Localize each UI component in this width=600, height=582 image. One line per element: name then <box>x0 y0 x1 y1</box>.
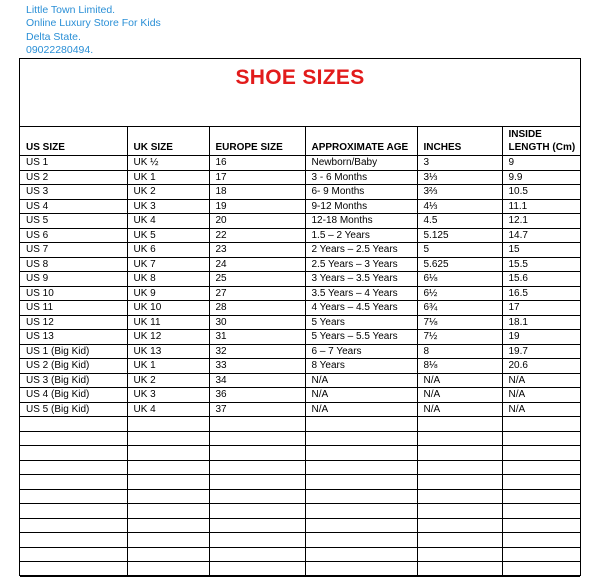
europe-size-cell: 34 <box>209 373 305 388</box>
empty-cell <box>209 504 305 519</box>
empty-cell <box>305 547 417 562</box>
empty-cell <box>417 562 502 577</box>
europe-size-cell: 18 <box>209 185 305 200</box>
inches-cell: 8 <box>417 344 502 359</box>
length-cell: N/A <box>502 373 580 388</box>
empty-cell <box>127 460 209 475</box>
page-title: SHOE SIZES <box>235 66 365 89</box>
inches-cell: 6½ <box>417 286 502 301</box>
empty-cell <box>417 489 502 504</box>
age-cell: 2.5 Years – 3 Years <box>305 257 417 272</box>
table-body <box>20 156 580 577</box>
uk-size-cell: UK 1 <box>127 359 209 374</box>
uk-size-cell: UK 3 <box>127 199 209 214</box>
europe-size-cell: 27 <box>209 286 305 301</box>
inches-cell: N/A <box>417 373 502 388</box>
uk-size-cell: UK 2 <box>127 373 209 388</box>
age-cell: 8 Years <box>305 359 417 374</box>
us-size-cell: US 9 <box>20 272 127 287</box>
empty-cell <box>209 417 305 432</box>
empty-cell <box>502 547 580 562</box>
table-row <box>20 402 580 417</box>
length-cell: 16.5 <box>502 286 580 301</box>
empty-cell <box>209 547 305 562</box>
empty-cell <box>305 518 417 533</box>
us-size-cell: US 4 (Big Kid) <box>20 388 127 403</box>
empty-cell <box>417 431 502 446</box>
empty-row <box>20 460 580 475</box>
empty-cell <box>502 518 580 533</box>
uk-size-cell: UK 9 <box>127 286 209 301</box>
empty-cell <box>417 533 502 548</box>
empty-cell <box>417 446 502 461</box>
length-cell: 15 <box>502 243 580 258</box>
empty-cell <box>417 460 502 475</box>
length-cell: 19 <box>502 330 580 345</box>
us-size-cell: US 12 <box>20 315 127 330</box>
empty-cell <box>502 475 580 490</box>
length-cell: 19.7 <box>502 344 580 359</box>
empty-cell <box>305 460 417 475</box>
table-row <box>20 344 580 359</box>
uk-size-cell: UK 12 <box>127 330 209 345</box>
empty-cell <box>209 533 305 548</box>
inches-cell: N/A <box>417 388 502 403</box>
age-cell: 3 Years – 3.5 Years <box>305 272 417 287</box>
europe-size-cell: 16 <box>209 156 305 171</box>
empty-cell <box>20 518 127 533</box>
table-row <box>20 286 580 301</box>
empty-cell <box>417 547 502 562</box>
length-cell: N/A <box>502 402 580 417</box>
empty-cell <box>502 431 580 446</box>
europe-size-cell: 17 <box>209 170 305 185</box>
length-cell: 14.7 <box>502 228 580 243</box>
age-cell: 9-12 Months <box>305 199 417 214</box>
empty-cell <box>127 504 209 519</box>
uk-size-cell: UK 7 <box>127 257 209 272</box>
us-size-cell: US 6 <box>20 228 127 243</box>
empty-cell <box>209 431 305 446</box>
age-cell: 1.5 – 2 Years <box>305 228 417 243</box>
col-length-header: INSIDE LENGTH (Cm) <box>502 127 580 156</box>
us-size-cell: US 5 (Big Kid) <box>20 402 127 417</box>
europe-size-cell: 23 <box>209 243 305 258</box>
table-row <box>20 301 580 316</box>
empty-cell <box>127 547 209 562</box>
us-size-cell: US 7 <box>20 243 127 258</box>
title-box <box>20 59 580 127</box>
length-cell: 15.6 <box>502 272 580 287</box>
empty-cell <box>502 460 580 475</box>
empty-row <box>20 533 580 548</box>
table-row <box>20 156 580 171</box>
europe-size-cell: 22 <box>209 228 305 243</box>
inches-cell: 3 <box>417 156 502 171</box>
empty-cell <box>20 533 127 548</box>
length-cell: 18.1 <box>502 315 580 330</box>
us-size-cell: US 1 (Big Kid) <box>20 344 127 359</box>
empty-cell <box>502 446 580 461</box>
table-row <box>20 359 580 374</box>
inches-cell: 3⅓ <box>417 170 502 185</box>
inches-cell: 8⅛ <box>417 359 502 374</box>
europe-size-cell: 25 <box>209 272 305 287</box>
company-tagline: Online Luxury Store For Kids <box>26 17 161 30</box>
length-cell: 17 <box>502 301 580 316</box>
col-europe-size-header: EUROPE SIZE <box>209 127 305 156</box>
us-size-cell: US 4 <box>20 199 127 214</box>
age-cell: N/A <box>305 388 417 403</box>
length-cell: 12.1 <box>502 214 580 229</box>
empty-cell <box>209 446 305 461</box>
empty-cell <box>502 533 580 548</box>
inches-cell: 7½ <box>417 330 502 345</box>
uk-size-cell: UK 1 <box>127 170 209 185</box>
us-size-cell: US 5 <box>20 214 127 229</box>
age-cell: 2 Years – 2.5 Years <box>305 243 417 258</box>
company-phone: 09022280494. <box>26 44 94 57</box>
age-cell: 6 – 7 Years <box>305 344 417 359</box>
header-row <box>20 127 580 156</box>
empty-row <box>20 547 580 562</box>
table-row <box>20 185 580 200</box>
us-size-cell: US 13 <box>20 330 127 345</box>
table-row <box>20 272 580 287</box>
empty-cell <box>127 489 209 504</box>
empty-row <box>20 431 580 446</box>
uk-size-cell: UK 4 <box>127 402 209 417</box>
uk-size-cell: UK 10 <box>127 301 209 316</box>
us-size-cell: US 11 <box>20 301 127 316</box>
company-name: Little Town Limited. <box>26 4 116 16</box>
uk-size-cell: UK 11 <box>127 315 209 330</box>
length-cell: 10.5 <box>502 185 580 200</box>
inches-cell: 6⅛ <box>417 272 502 287</box>
age-cell: 4 Years – 4.5 Years <box>305 301 417 316</box>
uk-size-cell: UK 6 <box>127 243 209 258</box>
europe-size-cell: 19 <box>209 199 305 214</box>
length-cell: 9.9 <box>502 170 580 185</box>
empty-cell <box>20 460 127 475</box>
us-size-cell: US 3 (Big Kid) <box>20 373 127 388</box>
inches-cell: 6¾ <box>417 301 502 316</box>
empty-cell <box>305 431 417 446</box>
empty-cell <box>502 504 580 519</box>
empty-cell <box>209 460 305 475</box>
empty-cell <box>20 547 127 562</box>
age-cell: 5 Years <box>305 315 417 330</box>
us-size-cell: US 8 <box>20 257 127 272</box>
empty-cell <box>417 518 502 533</box>
empty-cell <box>20 475 127 490</box>
age-cell: 3 - 6 Months <box>305 170 417 185</box>
empty-cell <box>209 518 305 533</box>
uk-size-cell: UK 5 <box>127 228 209 243</box>
age-cell: 6- 9 Months <box>305 185 417 200</box>
table-row <box>20 199 580 214</box>
empty-cell <box>20 562 127 577</box>
length-cell: N/A <box>502 388 580 403</box>
empty-cell <box>20 504 127 519</box>
col-us-size-header: US SIZE <box>20 127 127 156</box>
uk-size-cell: UK 2 <box>127 185 209 200</box>
us-size-cell: US 1 <box>20 156 127 171</box>
table-row <box>20 373 580 388</box>
inches-cell: 3⅔ <box>417 185 502 200</box>
age-cell: N/A <box>305 373 417 388</box>
uk-size-cell: UK 3 <box>127 388 209 403</box>
empty-cell <box>305 562 417 577</box>
age-cell: N/A <box>305 402 417 417</box>
empty-cell <box>417 417 502 432</box>
length-cell: 20.6 <box>502 359 580 374</box>
us-size-cell: US 2 <box>20 170 127 185</box>
us-size-cell: US 10 <box>20 286 127 301</box>
empty-cell <box>20 489 127 504</box>
empty-cell <box>127 431 209 446</box>
col-inches-header: INCHES <box>417 127 502 156</box>
inches-cell: 7⅛ <box>417 315 502 330</box>
europe-size-cell: 28 <box>209 301 305 316</box>
table-row <box>20 228 580 243</box>
europe-size-cell: 36 <box>209 388 305 403</box>
table-row <box>20 330 580 345</box>
length-cell: 11.1 <box>502 199 580 214</box>
empty-row <box>20 417 580 432</box>
age-cell: 12-18 Months <box>305 214 417 229</box>
age-cell: Newborn/Baby <box>305 156 417 171</box>
inches-cell: 4⅓ <box>417 199 502 214</box>
empty-cell <box>305 533 417 548</box>
size-table <box>20 127 580 577</box>
europe-size-cell: 24 <box>209 257 305 272</box>
table-row <box>20 214 580 229</box>
empty-cell <box>502 562 580 577</box>
empty-cell <box>305 489 417 504</box>
inches-cell: 5 <box>417 243 502 258</box>
inches-cell: N/A <box>417 402 502 417</box>
col-age-header: APPROXIMATE AGE <box>305 127 417 156</box>
empty-cell <box>127 533 209 548</box>
empty-cell <box>20 431 127 446</box>
empty-row <box>20 518 580 533</box>
table-row <box>20 388 580 403</box>
size-chart-sheet <box>19 58 581 576</box>
col-uk-size-header: UK SIZE <box>127 127 209 156</box>
europe-size-cell: 37 <box>209 402 305 417</box>
us-size-cell: US 2 (Big Kid) <box>20 359 127 374</box>
empty-cell <box>305 504 417 519</box>
europe-size-cell: 31 <box>209 330 305 345</box>
empty-row <box>20 489 580 504</box>
empty-cell <box>20 417 127 432</box>
empty-cell <box>127 475 209 490</box>
age-cell: 5 Years – 5.5 Years <box>305 330 417 345</box>
empty-cell <box>127 446 209 461</box>
empty-cell <box>209 562 305 577</box>
europe-size-cell: 30 <box>209 315 305 330</box>
empty-row <box>20 504 580 519</box>
uk-size-cell: UK 4 <box>127 214 209 229</box>
us-size-cell: US 3 <box>20 185 127 200</box>
europe-size-cell: 32 <box>209 344 305 359</box>
empty-cell <box>127 518 209 533</box>
inches-cell: 4.5 <box>417 214 502 229</box>
company-location: Delta State. <box>26 30 81 43</box>
inches-cell: 5.625 <box>417 257 502 272</box>
company-info <box>26 4 161 58</box>
table-row <box>20 170 580 185</box>
table-row <box>20 257 580 272</box>
empty-cell <box>127 417 209 432</box>
inches-cell: 5.125 <box>417 228 502 243</box>
empty-row <box>20 562 580 577</box>
empty-cell <box>209 475 305 490</box>
empty-cell <box>417 504 502 519</box>
age-cell: 3.5 Years – 4 Years <box>305 286 417 301</box>
length-cell: 9 <box>502 156 580 171</box>
empty-cell <box>502 417 580 432</box>
uk-size-cell: UK 8 <box>127 272 209 287</box>
table-row <box>20 243 580 258</box>
empty-cell <box>305 475 417 490</box>
empty-cell <box>305 446 417 461</box>
europe-size-cell: 20 <box>209 214 305 229</box>
empty-cell <box>417 475 502 490</box>
empty-cell <box>305 417 417 432</box>
uk-size-cell: UK ½ <box>127 156 209 171</box>
empty-cell <box>209 489 305 504</box>
empty-cell <box>20 446 127 461</box>
empty-cell <box>127 562 209 577</box>
uk-size-cell: UK 13 <box>127 344 209 359</box>
table-row <box>20 315 580 330</box>
empty-row <box>20 446 580 461</box>
europe-size-cell: 33 <box>209 359 305 374</box>
empty-row <box>20 475 580 490</box>
length-cell: 15.5 <box>502 257 580 272</box>
empty-cell <box>502 489 580 504</box>
